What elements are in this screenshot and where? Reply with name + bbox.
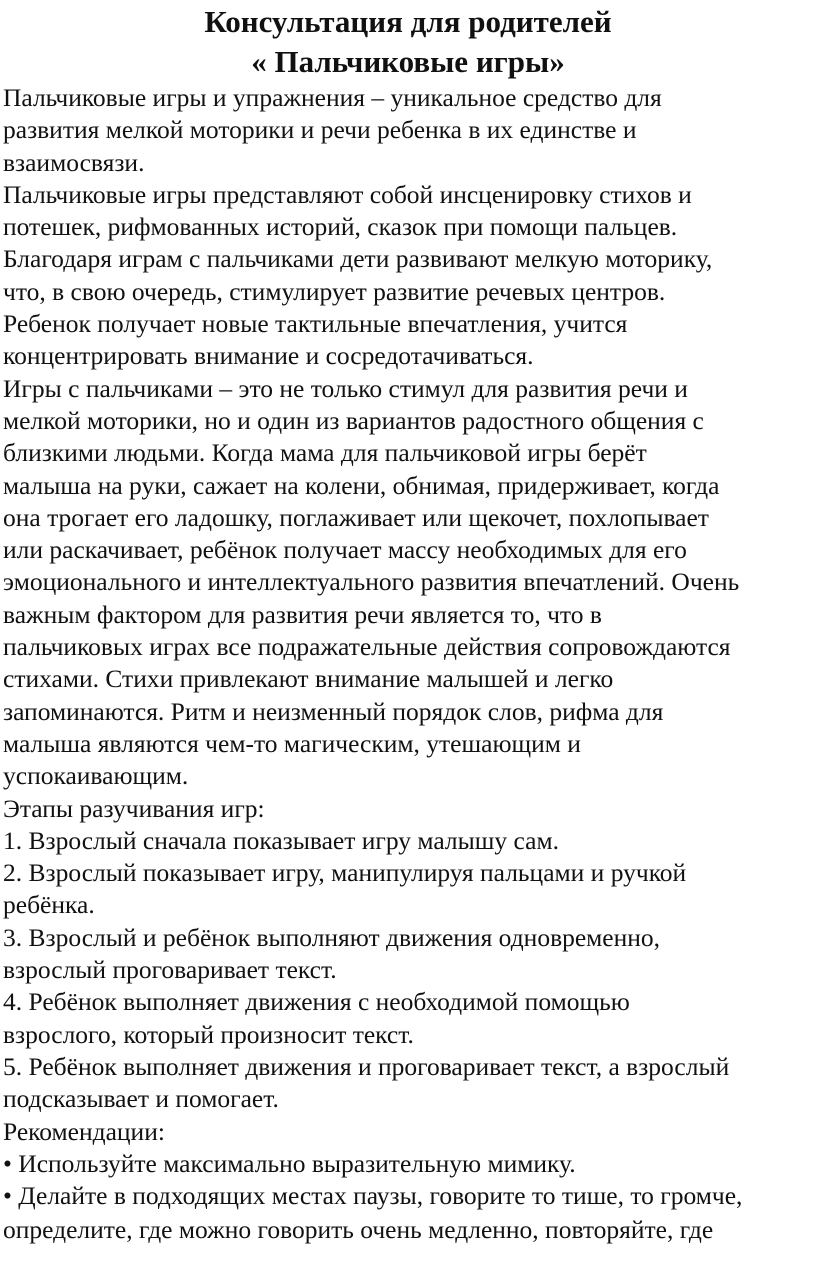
text-line: Благодаря играм с пальчиками дети развивают мелкую моторику, — [3, 244, 713, 274]
text-line: 2. Взрослый показывает игру, манипулируя пальцами и ручкой — [3, 858, 687, 888]
text-line: или раскачивает, ребёнок получает массу необходимых для его — [3, 535, 687, 565]
text-line: Игры с пальчиками – это не только стимул для развития речи и — [3, 373, 688, 403]
text-line: важным фактором для развития речи является то, что в — [3, 599, 602, 629]
text-line: • Делайте в подходящих местах паузы, говорите то тише, то громче, — [3, 1181, 743, 1211]
text-line: малыша на руки, сажает на колени, обнимая, придерживает, когда — [3, 470, 720, 500]
text-line: Этапы разучивания игр: — [3, 793, 265, 823]
text-line: близкими людьми. Когда мама для пальчиковой игры берёт — [3, 438, 647, 468]
text-line: • Используйте максимально выразительную мимику. — [3, 1148, 576, 1178]
text-line: Пальчиковые игры и упражнения – уникальное средство для — [3, 83, 662, 112]
text-line: 5. Ребёнок выполняет движения и проговаривает текст, а взрослый — [3, 1051, 730, 1081]
text-line: Ребенок получает новые тактильные впечатления, учится — [3, 309, 628, 339]
text-line: потешек, рифмованных историй, сказок при помощи пальцев. — [3, 212, 678, 242]
text-line: взрослый проговаривает текст. — [3, 955, 337, 985]
text-line: 3. Взрослый и ребёнок выполняют движения одновременно, — [3, 922, 661, 952]
text-line: успокаивающим. — [3, 761, 189, 791]
text-line: пальчиковых играх все подражательные действия сопровождаются — [3, 632, 731, 662]
text-line: концентрировать внимание и сосредотачиваться. — [3, 341, 534, 371]
text-line: подсказывает и помогает. — [3, 1084, 279, 1114]
text-line: что, в свою очередь, стимулирует развитие речевых центров. — [3, 276, 666, 306]
text-line: стихами. Стихи привлекают внимание малышей и легко — [3, 664, 614, 694]
text-line: 4. Ребёнок выполняет движения с необходимой помощью — [3, 987, 630, 1017]
text-line: 1. Взрослый сначала показывает игру малышу сам. — [3, 825, 559, 855]
text-line: эмоционального и интеллектуального развития впечатлений. Очень — [3, 567, 740, 597]
document-body-last-line — [0, 1214, 816, 1246]
text-line: Пальчиковые игры представляют собой инсценировку стихов и — [3, 179, 692, 209]
text-line: определите, где можно говорить очень медленно, повторяйте, где — [3, 1215, 714, 1245]
text-line: она трогает его ладошку, поглаживает или щекочет, похлопывает — [3, 502, 709, 532]
document-subtitle: « Пальчиковые игры» — [251, 44, 565, 79]
text-line: развития мелкой моторики и речи ребенка в их единстве и — [3, 115, 637, 145]
document-body — [0, 82, 816, 1212]
text-line: Рекомендации: — [3, 1116, 165, 1146]
text-line: мелкой моторики, но и один из вариантов радостного общения с — [3, 405, 704, 435]
text-line: малыша являются чем-то магическим, утешающим и — [3, 728, 581, 758]
text-line: взрослого, который произносит текст. — [3, 1019, 414, 1049]
text-line: взаимосвязи. — [3, 147, 145, 177]
text-line: ребёнка. — [3, 890, 95, 920]
text-line: запоминаются. Ритм и неизменный порядок слов, рифма для — [3, 696, 664, 726]
document-title: Консультация для родителей — [204, 4, 612, 39]
